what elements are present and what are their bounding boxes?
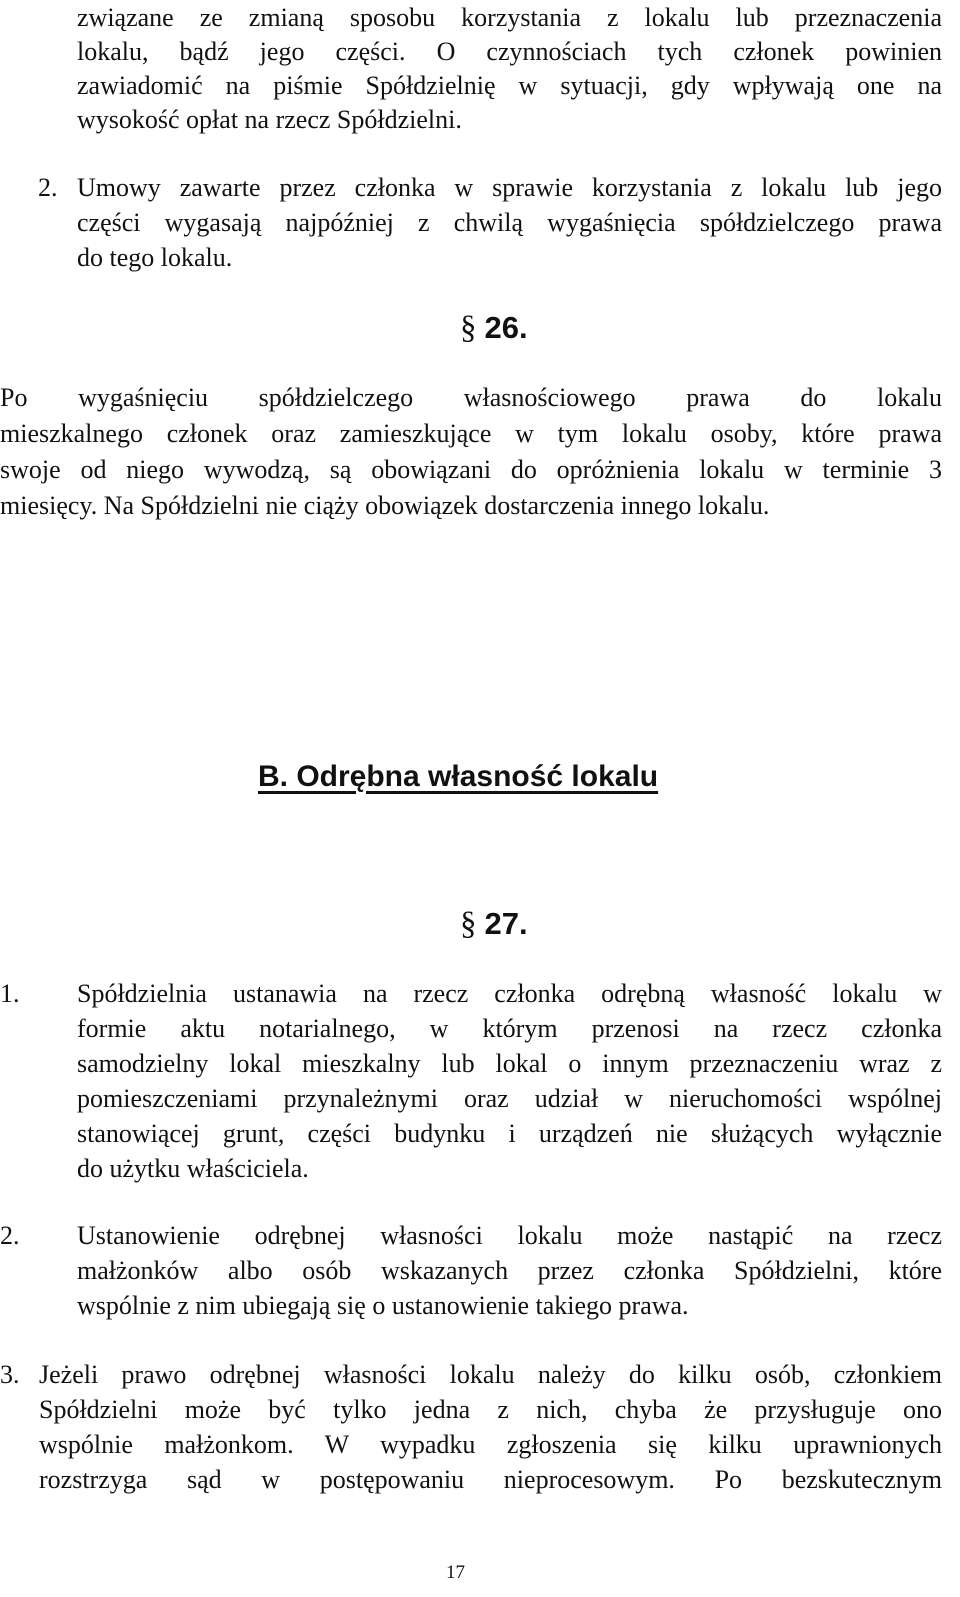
paragraph-line: Spółdzielnia ustanawia na rzecz członka odrębną własność lokalu w	[77, 979, 942, 1008]
paragraph-line: stanowiącej grunt, części budynku i urządzeń nie służących wyłącznie	[77, 1119, 942, 1148]
paragraph-line: rozstrzyga sąd w postępowaniu nieprocesowym. Po bezskutecznym	[39, 1465, 942, 1494]
paragraph-line: Umowy zawarte przez członka w sprawie korzystania z lokalu lub jego	[77, 173, 942, 202]
paragraph-line: wspólnie małżonkom. W wypadku zgłoszenia się kilku uprawnionych	[39, 1430, 942, 1459]
item-number: 1.	[0, 979, 20, 1008]
section-title: B. Odrębna własność lokalu	[258, 760, 659, 793]
paragraph-number: 26.	[484, 310, 528, 345]
paragraph-line: wspólnie z nim ubiegają się o ustanowienie takiego prawa.	[77, 1291, 689, 1320]
item-number: 2.	[38, 173, 58, 202]
paragraph-line: zawiadomić na piśmie Spółdzielnię w sytuacji, gdy wpływają one na	[77, 71, 942, 100]
section-sign: §	[460, 310, 477, 346]
paragraph-line: do tego lokalu.	[77, 243, 233, 272]
paragraph-line: swoje od niego wywodzą, są obowiązani do opróżnienia lokalu w terminie 3	[0, 455, 942, 484]
paragraph-heading	[460, 310, 528, 347]
paragraph-line: pomieszczeniami przynależnymi oraz udział w nieruchomości wspólnej	[77, 1084, 942, 1113]
paragraph-line: lokalu, bądź jego części. O czynnościach tych członek powinien	[77, 37, 942, 66]
paragraph-heading	[460, 906, 528, 943]
paragraph-line: Po wygaśnięciu spółdzielczego własnościowego prawa do lokalu	[0, 383, 942, 412]
item-number: 2.	[0, 1221, 20, 1250]
page-number: 17	[446, 1562, 465, 1583]
paragraph-line: samodzielny lokal mieszkalny lub lokal o innym przeznaczeniu wraz z	[77, 1049, 942, 1078]
paragraph-line: wysokość opłat na rzecz Spółdzielni.	[77, 105, 462, 134]
paragraph-line: Jeżeli prawo odrębnej własności lokalu należy do kilku osób, członkiem	[39, 1360, 942, 1389]
paragraph-line: związane ze zmianą sposobu korzystania z lokalu lub przeznaczenia	[77, 3, 942, 32]
paragraph-line: Ustanowienie odrębnej własności lokalu może nastąpić na rzecz	[77, 1221, 942, 1250]
paragraph-line: formie aktu notarialnego, w którym przenosi na rzecz członka	[77, 1014, 942, 1043]
section-sign: §	[460, 906, 477, 942]
paragraph-line: do użytku właściciela.	[77, 1154, 309, 1183]
item-number: 3.	[0, 1360, 20, 1389]
paragraph-line: miesięcy. Na Spółdzielni nie ciąży obowiązek dostarczenia innego lokalu.	[0, 491, 770, 520]
paragraph-line: mieszkalnego członek oraz zamieszkujące w tym lokalu osoby, które prawa	[0, 419, 942, 448]
paragraph-line: części wygasają najpóźniej z chwilą wygaśnięcia spółdzielczego prawa	[77, 208, 942, 237]
paragraph-line: małżonków albo osób wskazanych przez członka Spółdzielni, które	[77, 1256, 942, 1285]
paragraph-line: Spółdzielni może być tylko jedna z nich, chyba że przysługuje ono	[39, 1395, 942, 1424]
paragraph-number: 27.	[484, 906, 528, 941]
